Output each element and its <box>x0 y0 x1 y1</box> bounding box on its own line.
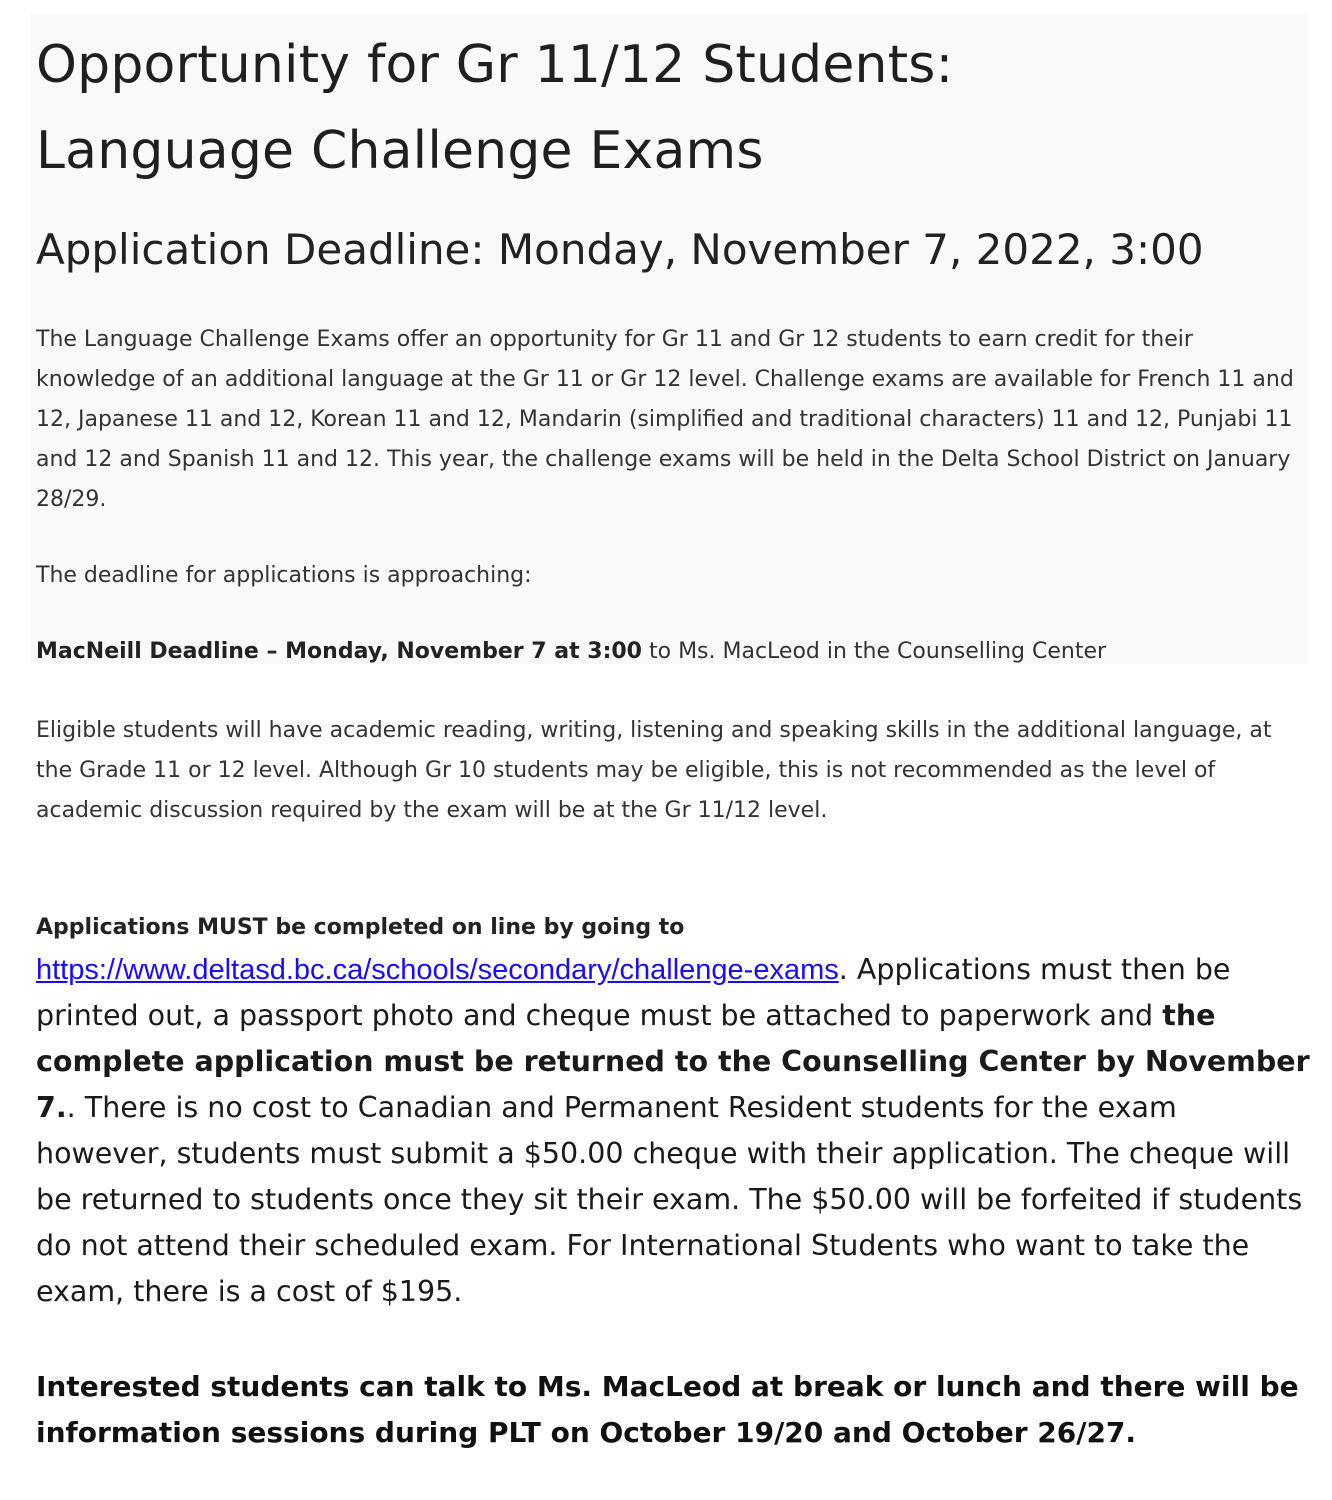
intro-paragraph: The Language Challenge Exams offer an opportunity for Gr 11 and Gr 12 students to earn credit for their knowledge of an additional language at the Gr 11 or Gr 12 level. Challenge exams are available for French 11 and 12, Japanese 11 and 12, Korean 11 and 12, Mandarin (simplified and traditional characters) 11 and 12, Punjabi 11 and 12 and Spanish 11 and 12. This year, the challenge exams will be held in the Delta School District on January 28/29. <box>36 327 1294 512</box>
title-line-1: Opportunity for Gr 11/12 Students: <box>36 35 954 95</box>
macneill-deadline-rest: to Ms. MacLeod in the Counselling Center <box>642 639 1107 664</box>
applications-paragraph <box>36 947 1311 1315</box>
deadline-heading: Application Deadline: Monday, November 7, 2022, 3:00 <box>36 225 1204 274</box>
applications-after-link: . Applications must then be printed out, a passport photo and cheque must be attached to paperwork and <box>36 953 1231 1032</box>
applications-lead-bold: Applications MUST be completed on line by going to <box>36 915 685 940</box>
title-line-2: Language Challenge Exams <box>36 121 764 181</box>
page-title <box>36 22 953 194</box>
closing-note: Interested students can talk to Ms. MacLeod at break or lunch and there will be information sessions during PLT on October 19/20 and October 26/27. <box>36 1370 1299 1449</box>
applications-rest: . There is no cost to Canadian and Permanent Resident students for the exam however, students must submit a $50.00 cheque with their application. The cheque will be returned to students once they sit their exam. The $50.00 will be forfeited if students do not attend their scheduled exam. For International Students who want to take the exam, there is a cost of $195. <box>36 1091 1303 1308</box>
macneill-deadline <box>36 632 1306 672</box>
macneill-deadline-bold: MacNeill Deadline – Monday, November 7 at 3:00 <box>36 639 642 664</box>
eligibility-paragraph: Eligible students will have academic reading, writing, listening and speaking skills in the additional language, at the Grade 11 or 12 level. Although Gr 10 students may be eligible, this is not recommended as the level of academic discussion required by the exam will be at the Gr 11/12 level. <box>36 718 1272 823</box>
approaching-text: The deadline for applications is approaching: <box>36 563 532 588</box>
applications-lead <box>36 908 1306 948</box>
applications-bold-return: the complete application must be returned to the Counselling Center by November 7. <box>36 999 1310 1124</box>
challenge-exams-link[interactable]: https://www.deltasd.bc.ca/schools/secondary/challenge-exams <box>36 954 839 986</box>
